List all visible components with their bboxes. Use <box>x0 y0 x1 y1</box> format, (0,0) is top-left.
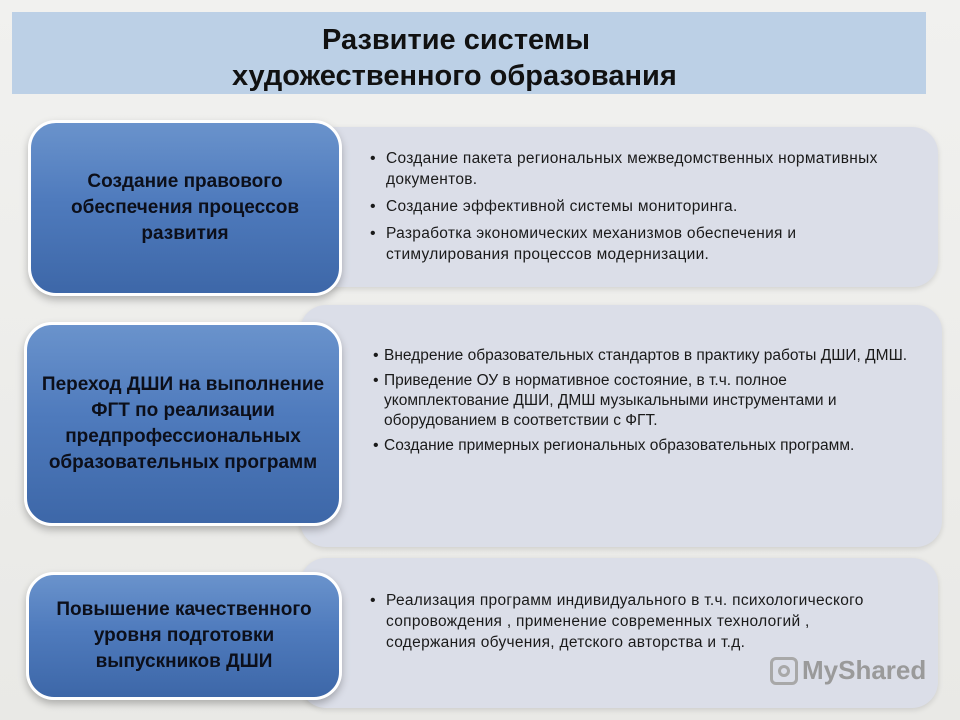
slide-title-line-2: художественного образования <box>232 60 677 92</box>
section-1-header-box <box>28 120 342 296</box>
section-2-header-box <box>24 322 342 526</box>
bullet-item: • Создание эффективной системы мониторинга. <box>364 196 924 217</box>
section-3-header-box <box>26 572 342 700</box>
section-3-label: Повышение качественного уровня подготовки выпускников ДШИ <box>56 599 312 672</box>
watermark-text: MyShared <box>802 655 927 685</box>
section-1-label: Создание правового обеспечения процессов развития <box>70 171 300 244</box>
section-1-bullets <box>364 148 924 271</box>
slide-title-line-1: Развитие системы <box>322 24 590 56</box>
bullet-item: • Создание примерных региональных образовательных программ. <box>372 436 908 456</box>
bullet-item: • Приведение ОУ в нормативное состояние, в т.ч. полное укомплектование ДШИ, ДМШ музыкальными инструментами и оборудованием в соответствии с ФГТ. <box>372 371 908 431</box>
bullet-item: • Создание пакета региональных межведомственных нормативных документов. <box>364 148 924 190</box>
bullet-item: • Внедрение образовательных стандартов в практику работы ДШИ, ДМШ. <box>372 346 908 366</box>
section-2-bullets <box>372 346 908 461</box>
watermark-logo <box>770 655 926 686</box>
bullet-item: • Реализация программ индивидуального в т.ч. психологического сопровождения , применение современных технологий , содержания обучения, детского авторства и т.д. <box>364 590 864 653</box>
myshared-icon <box>770 657 798 685</box>
section-2-label: Переход ДШИ на выполнение ФГТ по реализации предпрофессиональных образовательных программ <box>41 374 325 473</box>
bullet-item: • Разработка экономических механизмов обеспечения и стимулирования процессов модернизации. <box>364 223 924 265</box>
section-3-bullets <box>364 590 864 659</box>
